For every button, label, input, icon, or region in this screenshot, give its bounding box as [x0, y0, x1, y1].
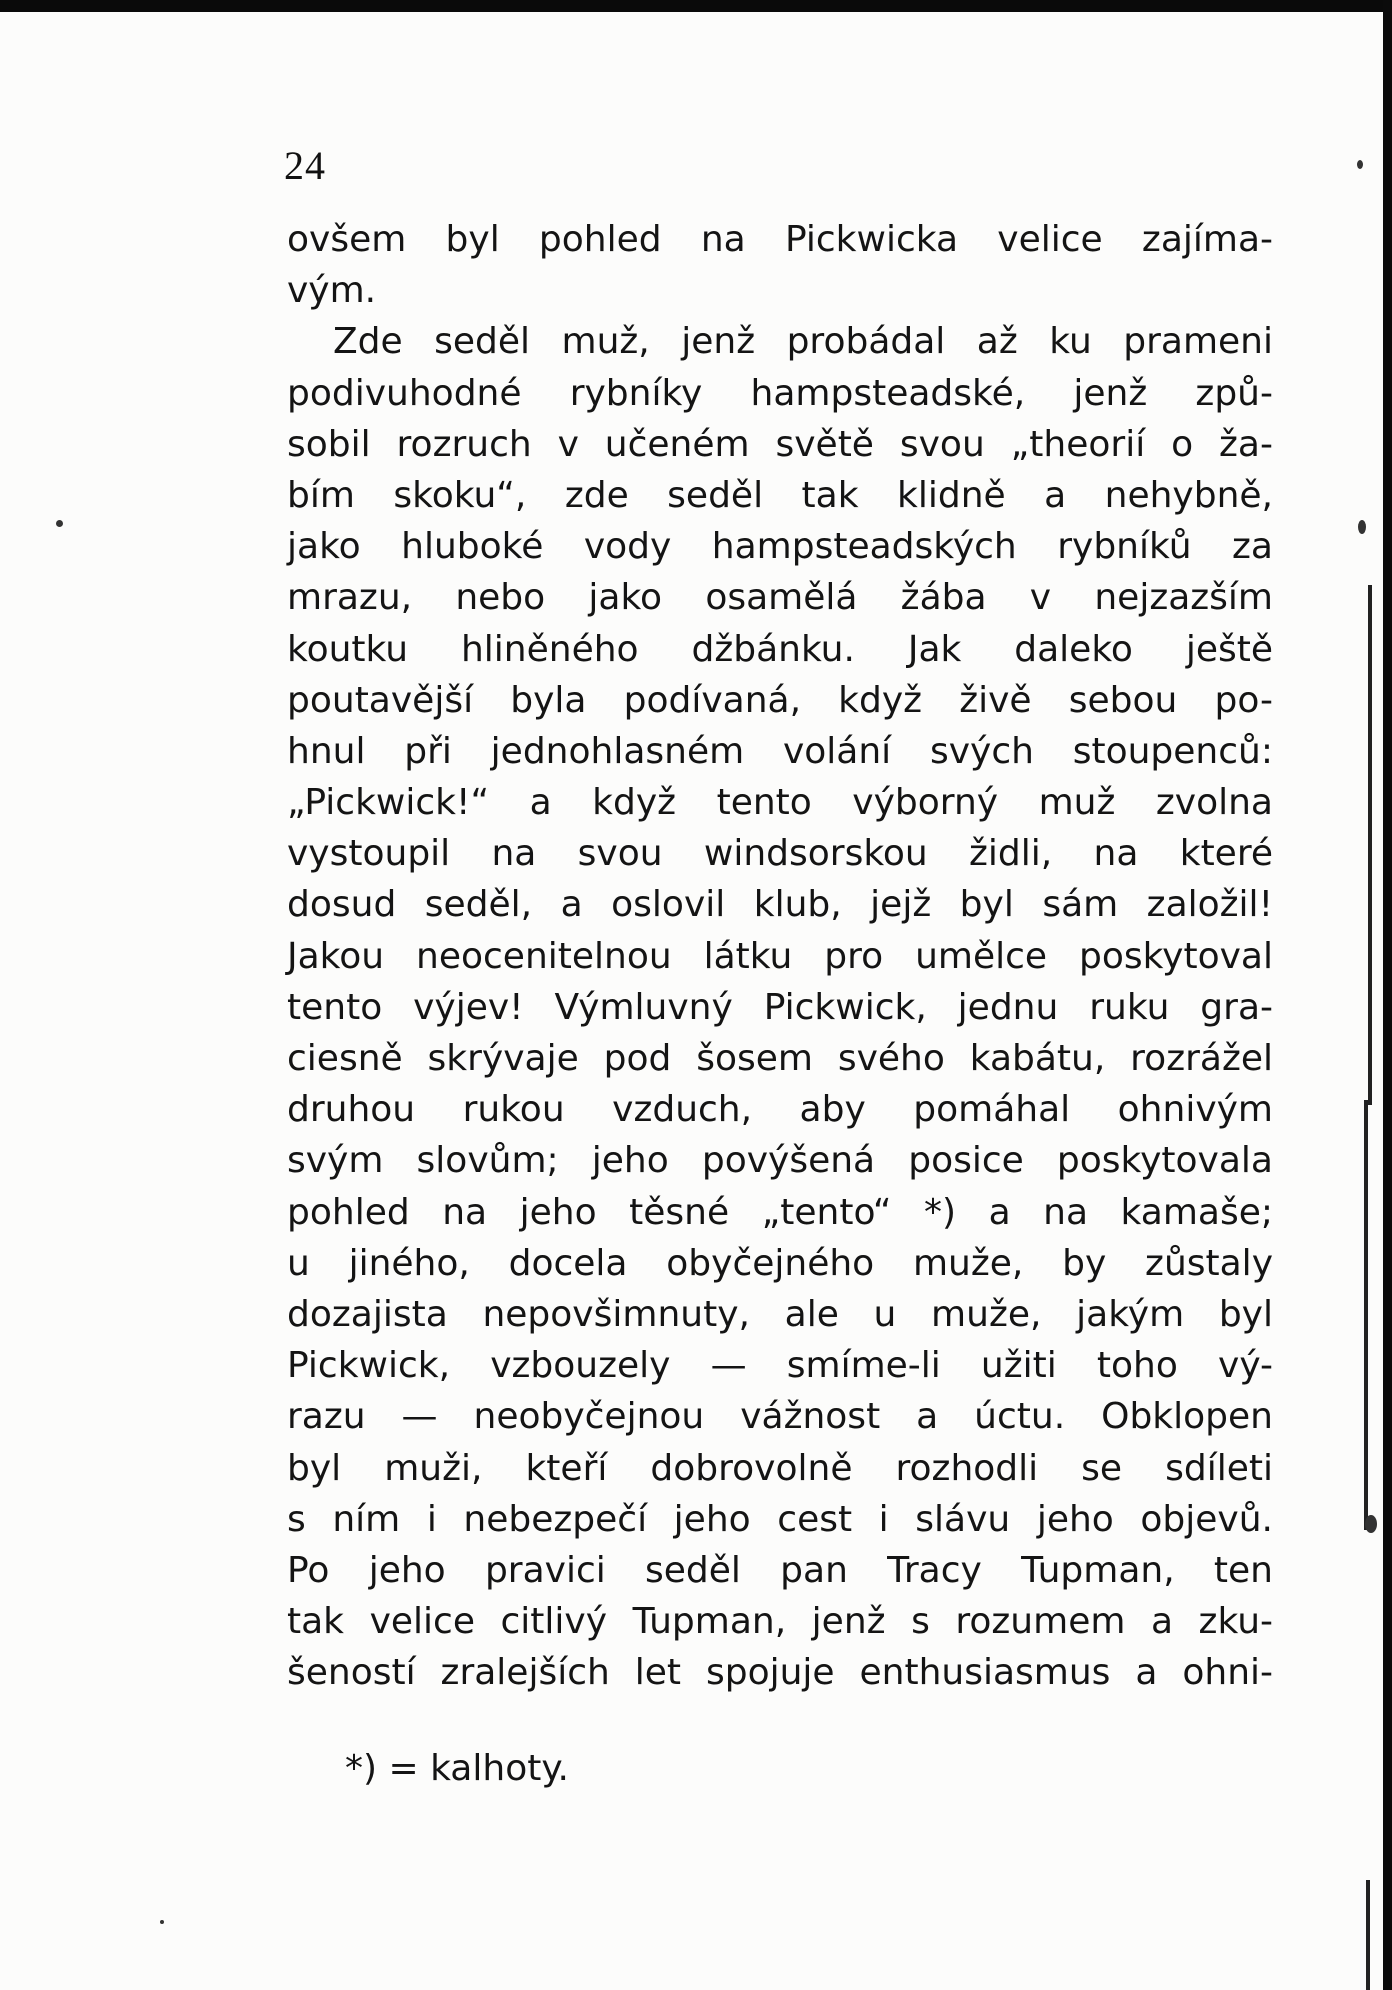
scan-speck: [1358, 520, 1366, 534]
text-line: jako hluboké vody hampsteadských rybníků za: [287, 526, 1273, 568]
text-line: pohled na jeho těsné „tento“ *) a na kamaše;: [287, 1191, 1273, 1233]
body-text: [287, 214, 1273, 1698]
text-line: dozajista nepovšimnuty, ale u muže, jakým byl: [287, 1293, 1273, 1335]
text-line: koutku hliněného džbánku. Jak daleko ještě: [287, 628, 1273, 670]
scan-top-border: [0, 0, 1392, 12]
scan-speck: [160, 1920, 164, 1924]
scan-right-border: [1383, 0, 1392, 1990]
page-number: 24: [284, 143, 326, 188]
text-line: bím skoku“, zde seděl tak klidně a nehybně,: [287, 474, 1273, 516]
scan-speck: [56, 520, 63, 527]
text-line: razu — neobyčejnou vážnost a úctu. Obklopen: [287, 1396, 1273, 1438]
text-line: svým slovům; jeho povýšená posice poskytovala: [287, 1140, 1273, 1182]
binding-edge-mark: [1366, 1880, 1370, 1990]
text-line: šeností zralejších let spojuje enthusiasmus a ohni-: [287, 1652, 1273, 1694]
text-line: podivuhodné rybníky hampsteadské, jenž způ-: [287, 372, 1273, 414]
scan-speck: [1357, 160, 1363, 169]
scan-speck: [1365, 1515, 1377, 1533]
text-line: dosud seděl, a oslovil klub, jejž byl sám založil!: [287, 884, 1273, 926]
text-line: vystoupil na svou windsorskou židli, na které: [287, 833, 1273, 875]
text-line: hnul při jednohlasném volání svých stoupenců:: [287, 730, 1273, 772]
text-line: poutavější byla podívaná, když živě sebou po-: [287, 679, 1273, 721]
text-line: mrazu, nebo jako osamělá žába v nejzazším: [287, 577, 1273, 619]
footnote: *) = kalhoty.: [345, 1748, 569, 1789]
text-line: Po jeho pravici seděl pan Tracy Tupman, ten: [287, 1549, 1273, 1591]
text-line: sobil rozruch v učeném světě svou „theorií o ža-: [287, 423, 1273, 465]
binding-edge-mark: [1368, 585, 1372, 1105]
text-line: tak velice citlivý Tupman, jenž s rozumem a zku-: [287, 1601, 1273, 1643]
text-line: byl muži, kteří dobrovolně rozhodli se sdíleti: [287, 1447, 1273, 1489]
text-line: druhou rukou vzduch, aby pomáhal ohnivým: [287, 1089, 1273, 1131]
text-line: s ním i nebezpečí jeho cest i slávu jeho objevů.: [287, 1498, 1273, 1540]
text-line: Jakou neocenitelnou látku pro umělce poskytoval: [287, 935, 1273, 977]
binding-edge-mark: [1364, 1100, 1368, 1530]
text-line: ciesně skrývaje pod šosem svého kabátu, rozrážel: [287, 1038, 1273, 1079]
text-line: Zde seděl muž, jenž probádal až ku prameni: [333, 321, 1273, 363]
text-line: ovšem byl pohled na Pickwicka velice zajíma-: [287, 219, 1273, 260]
text-line: u jiného, docela obyčejného muže, by zůstaly: [287, 1242, 1273, 1284]
text-line: Pickwick, vzbouzely — smíme-li užiti toho vý-: [287, 1345, 1273, 1387]
text-line: vým.: [287, 270, 377, 312]
text-line: tento výjev! Výmluvný Pickwick, jednu ruku gra-: [287, 986, 1273, 1028]
text-line: „Pickwick!“ a když tento výborný muž zvolna: [287, 782, 1273, 824]
